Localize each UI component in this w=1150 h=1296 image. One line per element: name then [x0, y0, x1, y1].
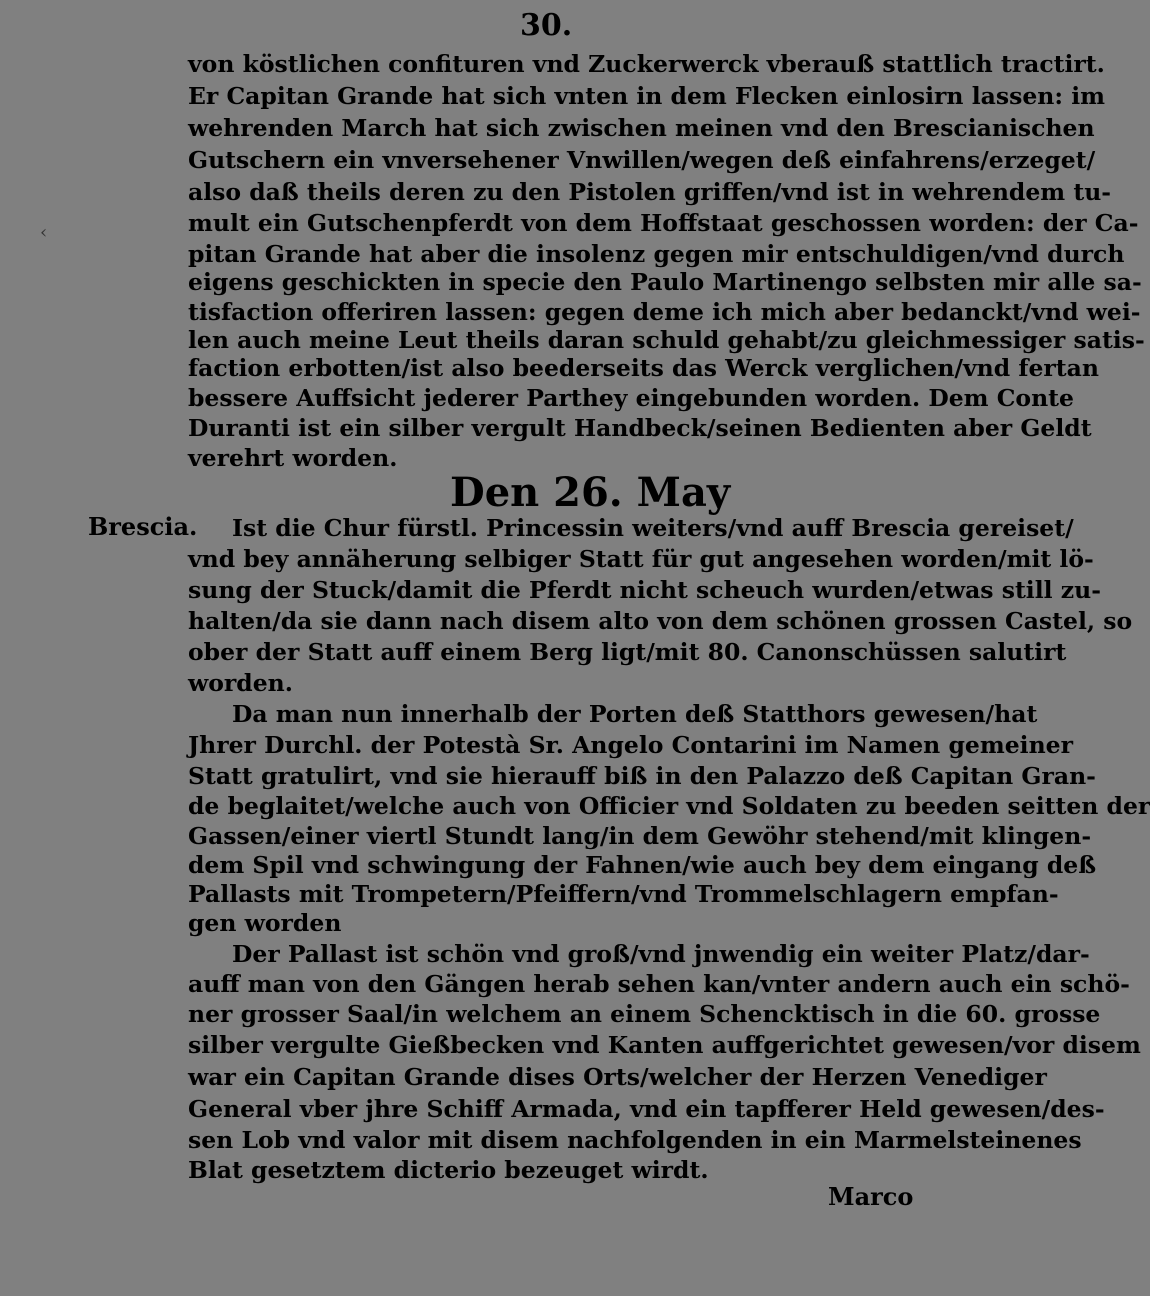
text-line: Da man nun innerhalb der Porten deß Statthors gewesen/hat	[232, 700, 1038, 728]
text-line: Statt gratulirt, vnd sie hierauff biß in den Palazzo deß Capitan Gran-	[188, 762, 1096, 790]
text-line: halten/da sie dann nach disem alto von dem schönen grossen Castel, so	[188, 607, 1133, 635]
text-line: dem Spil vnd schwingung der Fahnen/wie auch bey dem eingang deß	[188, 851, 1097, 879]
text-line: vnd bey annäherung selbiger Statt für gut angesehen worden/mit lö-	[188, 545, 1094, 573]
text-line: pitan Grande hat aber die insolenz gegen mir entschuldigen/vnd durch	[188, 240, 1125, 268]
text-line: Duranti ist ein silber vergult Handbeck/seinen Bedienten aber Geldt	[188, 414, 1092, 442]
text-line: len auch meine Leut theils daran schuld gehabt/zu gleichmessiger satis-	[188, 326, 1145, 354]
text-line: bessere Auffsicht jederer Parthey eingebunden worden. Dem Conte	[188, 384, 1074, 412]
text-line: eigens geschickten in specie den Paulo Martinengo selbsten mir alle sa-	[188, 268, 1142, 296]
text-line: ner grosser Saal/in welchem an einem Schencktisch in die 60. grosse	[188, 1000, 1101, 1028]
text-line: Ist die Chur fürstl. Princessin weiters/vnd auff Brescia gereiset/	[232, 514, 1074, 542]
text-line: worden.	[188, 669, 293, 697]
text-line: war ein Capitan Grande dises Orts/welcher der Herzen Venediger	[188, 1063, 1047, 1091]
date-heading: Den 26. May	[450, 469, 731, 516]
text-line: de beglaitet/welche auch von Officier vnd Soldaten zu beeden seitten der	[188, 792, 1150, 820]
margin-speck: ‹	[40, 222, 48, 243]
text-line: Blat gesetztem dicterio bezeuget wirdt.	[188, 1156, 709, 1184]
text-line: also daß theils deren zu den Pistolen griffen/vnd ist in wehrendem tu-	[188, 178, 1112, 206]
text-line: Der Pallast ist schön vnd groß/vnd jnwendig ein weiter Platz/dar-	[232, 940, 1090, 968]
text-line: sen Lob vnd valor mit disem nachfolgenden in ein Marmelsteinenes	[188, 1126, 1082, 1154]
text-line: ober der Statt auff einem Berg ligt/mit 80. Canonschüssen salutirt	[188, 638, 1067, 666]
text-line: wehrenden March hat sich zwischen meinen vnd den Brescianischen	[188, 114, 1095, 142]
text-line: Gutschern ein vnversehener Vnwillen/wegen deß einfahrens/erzeget/	[188, 146, 1096, 174]
text-line: auff man von den Gängen herab sehen kan/vnter andern auch ein schö-	[188, 970, 1130, 998]
text-line: General vber jhre Schiff Armada, vnd ein tapfferer Held gewesen/des-	[188, 1095, 1105, 1123]
text-line: Er Capitan Grande hat sich vnten in dem Flecken einlosirn lassen: im	[188, 82, 1106, 110]
text-line: verehrt worden.	[188, 444, 398, 472]
page-number: 30.	[520, 8, 573, 43]
text-line: Pallasts mit Trompetern/Pfeiffern/vnd Trommelschlagern empfan-	[188, 880, 1059, 908]
text-line: Gassen/einer viertl Stundt lang/in dem Gewöhr stehend/mit klingen-	[188, 822, 1092, 850]
text-line: faction erbotten/ist also beederseits das Werck verglichen/vnd fertan	[188, 354, 1099, 382]
margin-note: Brescia.	[88, 512, 198, 541]
catchword: Marco	[828, 1182, 914, 1211]
text-line: silber vergulte Gießbecken vnd Kanten auffgerichtet gewesen/vor disem	[188, 1031, 1141, 1059]
text-line: von köstlichen confituren vnd Zuckerwerck vberauß stattlich tractirt.	[188, 50, 1105, 78]
text-line: sung der Stuck/damit die Pferdt nicht scheuch wurden/etwas still zu-	[188, 576, 1101, 604]
text-line: tisfaction offeriren lassen: gegen deme ich mich aber bedanckt/vnd wei-	[188, 298, 1141, 326]
text-line: gen worden	[188, 909, 342, 937]
text-line: Jhrer Durchl. der Potestà Sr. Angelo Contarini im Namen gemeiner	[188, 731, 1073, 759]
text-line: mult ein Gutschenpferdt von dem Hoffstaat geschossen worden: der Ca-	[188, 209, 1139, 237]
